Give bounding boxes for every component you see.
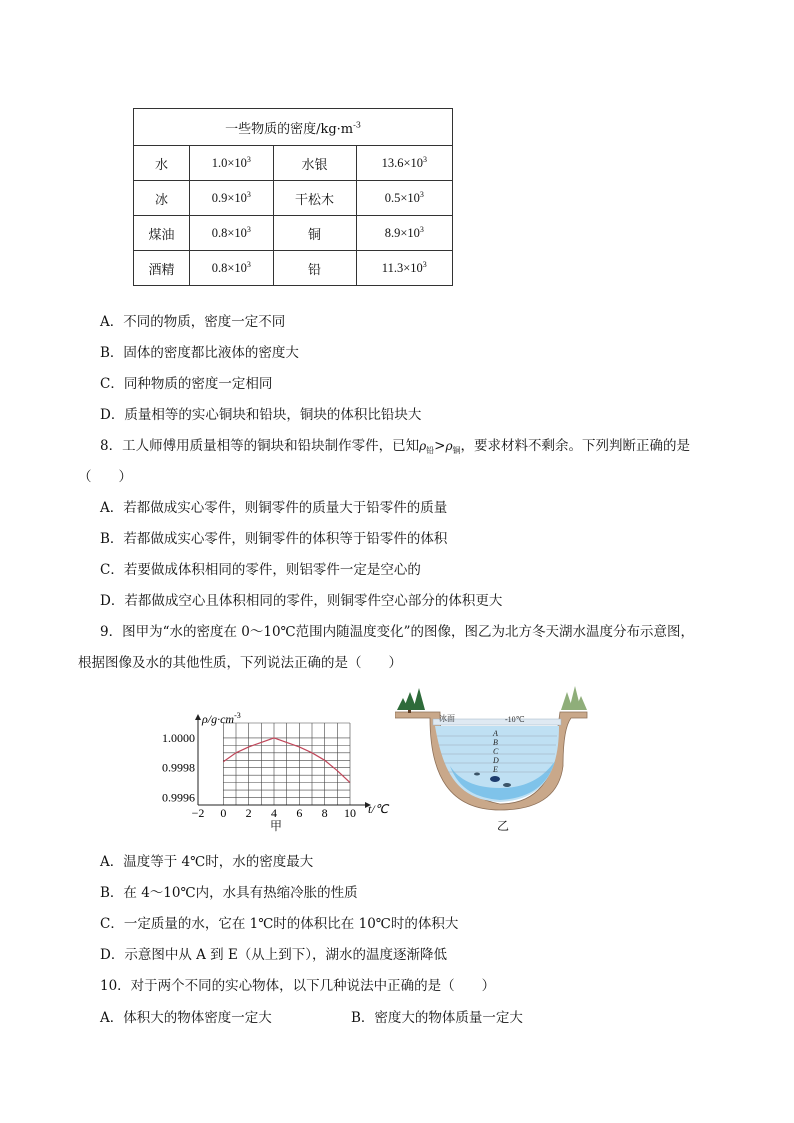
fish-icon bbox=[490, 776, 500, 782]
q7-option-b[interactable]: B．固体的密度都比液体的密度大 bbox=[100, 345, 299, 361]
q7-option-d[interactable]: D．质量相等的实心铜块和铅块，铜块的体积比铅块大 bbox=[100, 407, 422, 423]
temp-label: -10℃ bbox=[505, 715, 525, 724]
layer-label-c: C bbox=[493, 747, 499, 756]
density-temperature-chart bbox=[150, 705, 400, 835]
ice-label: 冰面 bbox=[439, 714, 455, 723]
density-table bbox=[133, 108, 453, 286]
layer-label-e: E bbox=[493, 765, 498, 774]
q9-stem-cont: 根据图像及水的其他性质，下列说法正确的是（ ） bbox=[78, 655, 402, 671]
x-tick-label: 8 bbox=[321, 806, 328, 820]
chart-caption: 甲 bbox=[270, 819, 283, 833]
x-tick-label: −2 bbox=[191, 806, 205, 820]
layer-label-a: A bbox=[493, 729, 498, 738]
q10-stem: 10．对于两个不同的实心物体，以下几种说法中正确的是（ ） bbox=[100, 978, 496, 994]
q8-option-d[interactable]: D．若都做成空心且体积相同的零件，则铜零件空心部分的体积更大 bbox=[100, 593, 503, 609]
q10-option-a[interactable]: A．体积大的物体密度一定大 bbox=[100, 1010, 272, 1026]
x-tick-label: 6 bbox=[296, 806, 303, 820]
y-tick-label: 0.9996 bbox=[162, 790, 195, 805]
q8-option-a[interactable]: A．若都做成实心零件，则铜零件的质量大于铅零件的质量 bbox=[100, 500, 448, 516]
x-axis-label: t/℃ bbox=[368, 802, 389, 816]
x-tick-label: 4 bbox=[271, 806, 277, 820]
q8-option-c[interactable]: C．若要做成体积相同的零件，则铝零件一定是空心的 bbox=[100, 562, 421, 578]
q9-option-c[interactable]: C．一定质量的水，它在 1℃时的体积比在 10℃时的体积大 bbox=[100, 916, 459, 932]
q10-option-b[interactable]: B．密度大的物体质量一定大 bbox=[351, 1010, 523, 1026]
q8-stem: 8．工人师傅用质量相等的铜块和铅块制作零件，已知$\rho_铅>\rho_铜$，要求材料不剩余。下列判断正确的是 bbox=[100, 438, 691, 455]
table-caption: 一些物质的密度$/kg\cdot m^{-3}$ bbox=[134, 109, 453, 146]
x-tick-label: 0 bbox=[220, 806, 227, 820]
lake-diagram bbox=[395, 686, 590, 811]
y-tick-label: 0.9998 bbox=[162, 760, 195, 775]
layer-label-b: B bbox=[493, 738, 498, 747]
q7-option-c[interactable]: C．同种物质的密度一定相同 bbox=[100, 376, 273, 392]
layer-label-d: D bbox=[493, 756, 499, 765]
q8-option-b[interactable]: B．若都做成实心零件，则铜零件的体积等于铅零件的体积 bbox=[100, 531, 448, 547]
q9-option-b[interactable]: B．在 4～10℃内，水具有热缩冷胀的性质 bbox=[100, 885, 358, 901]
x-tick-label: 2 bbox=[245, 806, 252, 820]
table-row: 冰 $0.9\times 10^3$ 干松木 $0.5\times 10^3$ bbox=[134, 181, 453, 216]
tree-icon bbox=[397, 688, 425, 713]
chart-grid bbox=[223, 723, 350, 805]
q9-option-a[interactable]: A．温度等于 4℃时，水的密度最大 bbox=[100, 854, 314, 870]
table-row: 酒精 $0.8\times 10^3$ 铅 $11.3\times 10^3$ bbox=[134, 251, 453, 286]
lake-caption: 乙 bbox=[497, 819, 510, 833]
table-row: 煤油 $0.8\times 10^3$ 铜 $8.9\times 10^3$ bbox=[134, 216, 453, 251]
q8-stem-cont: （ ） bbox=[78, 469, 132, 485]
y-axis-label: $\rho/g\cdot cm^{-3}$ bbox=[202, 711, 241, 726]
q9-stem: 9．图甲为“水的密度在 0～10℃范围内随温度变化”的图像，图乙为北方冬天湖水温度分布示意图， bbox=[100, 624, 695, 640]
x-tick-label: 10 bbox=[344, 806, 356, 820]
q9-option-d[interactable]: D．示意图中从 A 到 E（从上到下），湖水的温度逐渐降低 bbox=[100, 947, 448, 963]
fish-icon bbox=[474, 773, 480, 776]
q7-option-a[interactable]: A．不同的物质，密度一定不同 bbox=[100, 314, 286, 330]
table-row: 水 $1.0\times 10^3$ 水银 $13.6\times 10^3$ bbox=[134, 146, 453, 181]
fish-icon bbox=[503, 783, 511, 787]
y-tick-label: 1.0000 bbox=[162, 730, 195, 745]
tree-icon bbox=[561, 686, 587, 710]
